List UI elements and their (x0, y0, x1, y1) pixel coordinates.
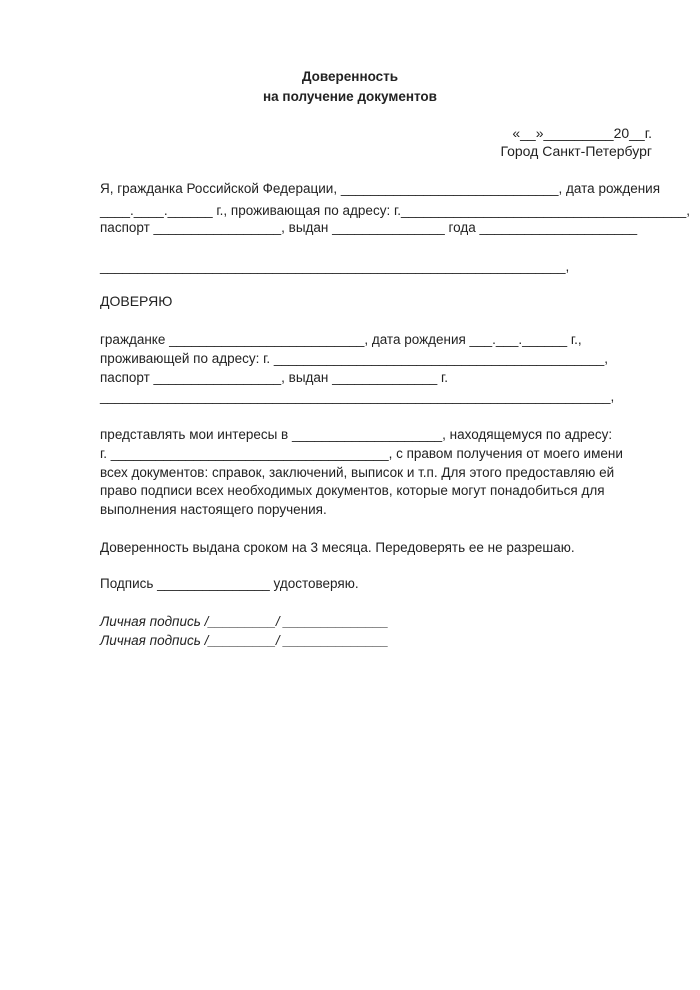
powers-line-2: г. _____________________________________, с правом получения от моего имени (100, 446, 623, 461)
doc-subtitle: на получение документов (263, 89, 437, 104)
principal-line-4: ______________________________________________________________, (100, 259, 570, 274)
city-line: Город Санкт-Петербург (500, 143, 652, 159)
signature-line-2: Личная подпись /_________/ ______________ (100, 633, 389, 648)
powers-line-3: всех документов: справок, заключений, выписок и т.п. Для этого предоставляю ей (100, 465, 615, 480)
signature-line-1: Личная подпись /_________/ ______________ (100, 614, 389, 629)
attorney-line-4: ____________________________________________________________________, (100, 389, 615, 404)
doc-title: Доверенность (301, 69, 399, 84)
attorney-line-3: паспорт _________________, выдан ______________ г. (100, 370, 449, 385)
powers-line-5: выполнения настоящего поручения. (100, 502, 327, 517)
date-line: «__»_________20__г. (512, 125, 652, 141)
principal-line-2: ____.____.______ г., проживающая по адресу: г.______________________________________, (100, 203, 691, 218)
trust-heading: ДОВЕРЯЮ (100, 293, 173, 309)
powers-line-4: право подписи всех необходимых документов, которые могут понадобиться для (100, 483, 605, 498)
principal-line-3: паспорт _________________, выдан _______________ года _____________________ (100, 220, 638, 235)
attorney-line-1: гражданке __________________________, дата рождения ___.___.______ г., (100, 332, 582, 347)
certify-text: Подпись _______________ удостоверяю. (100, 576, 359, 591)
validity-text: Доверенность выдана сроком на 3 месяца. Передоверять ее не разрешаю. (100, 540, 575, 555)
principal-line-1: Я, гражданка Российской Федерации, _____________________________, дата рождения (100, 181, 661, 196)
powers-line-1: представлять мои интересы в ____________________, находящемуся по адресу: (100, 427, 613, 442)
attorney-line-2: проживающей по адресу: г. ____________________________________________, (100, 351, 609, 366)
